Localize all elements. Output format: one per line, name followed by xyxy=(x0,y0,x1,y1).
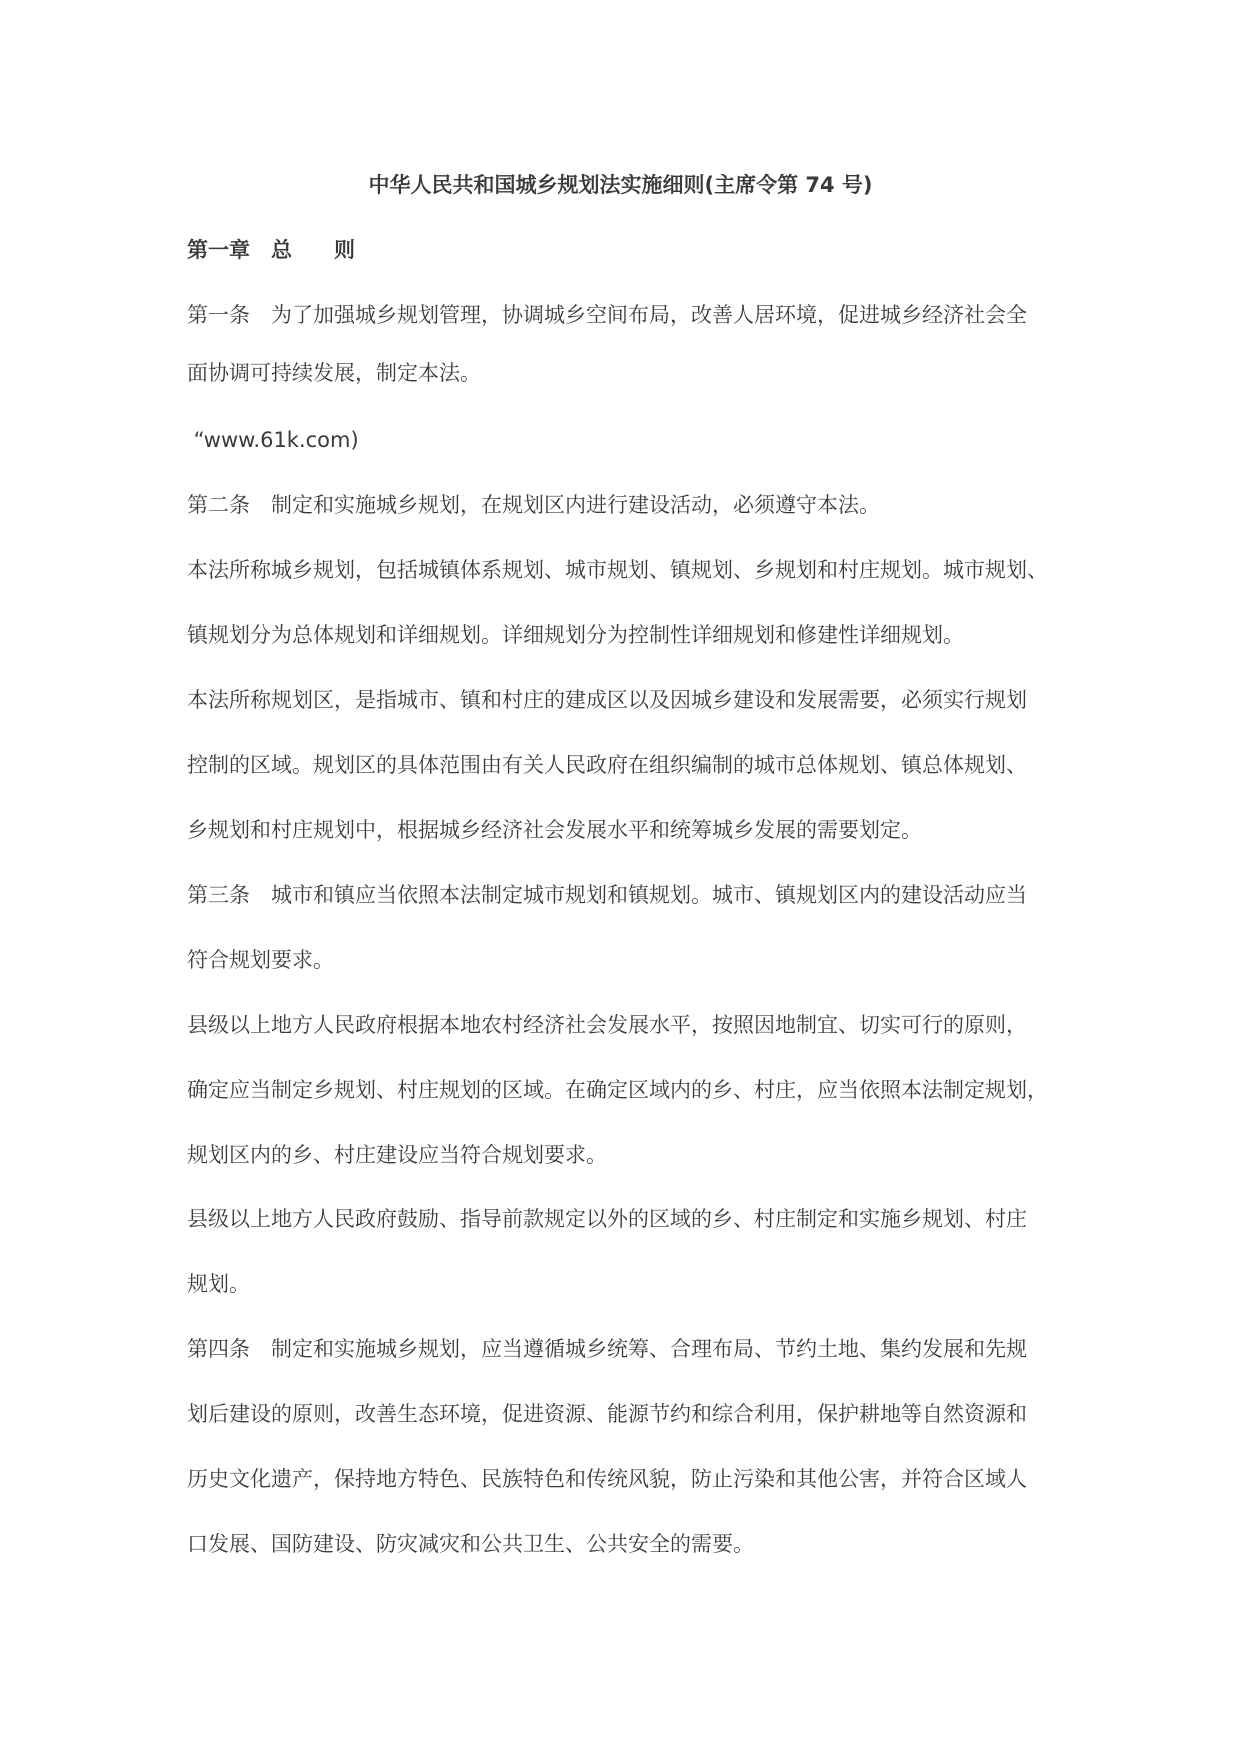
paragraph-line: 本法所称规划区，是指城市、镇和村庄的建成区以及因城乡建设和发展需要，必须实行规划 xyxy=(187,688,1027,712)
paragraph-line: 规划。 xyxy=(187,1272,250,1296)
paragraph-line: 第三条 城市和镇应当依照本法制定城市规划和镇规划。城市、镇规划区内的建设活动应当 xyxy=(187,883,1027,907)
paragraph-line: 本法所称城乡规划，包括城镇体系规划、城市规划、镇规划、乡规划和村庄规划。城市规划、 xyxy=(187,558,1048,582)
paragraph-line: 县级以上地方人民政府根据本地农村经济社会发展水平，按照因地制宜、切实可行的原则， xyxy=(187,1013,1027,1037)
paragraph-line: 符合规划要求。 xyxy=(187,948,334,972)
paragraph-line: 控制的区域。规划区的具体范围由有关人民政府在组织编制的城市总体规划、镇总体规划、 xyxy=(187,753,1027,777)
paragraph-line: 第一条 为了加强城乡规划管理，协调城乡空间布局，改善人居环境，促进城乡经济社会全 xyxy=(187,303,1027,327)
paragraph-line: 第二条 制定和实施城乡规划，在规划区内进行建设活动，必须遵守本法。 xyxy=(187,493,880,517)
paragraph-line: 确定应当制定乡规划、村庄规划的区域。在确定区域内的乡、村庄，应当依照本法制定规划， xyxy=(187,1078,1048,1102)
paragraph-line: 面协调可持续发展，制定本法。 xyxy=(187,361,481,385)
paragraph-line: 第四条 制定和实施城乡规划，应当遵循城乡统筹、合理布局、节约土地、集约发展和先规 xyxy=(187,1337,1027,1361)
document-title: 中华人民共和国城乡规划法实施细则(主席令第 74 号) xyxy=(368,173,873,197)
paragraph-line: 划后建设的原则，改善生态环境，促进资源、能源节约和综合利用，保护耕地等自然资源和 xyxy=(187,1402,1027,1426)
paragraph-line: 口发展、国防建设、防灾减灾和公共卫生、公共安全的需要。 xyxy=(187,1532,754,1556)
paragraph-line: 规划区内的乡、村庄建设应当符合规划要求。 xyxy=(187,1143,607,1167)
paragraph-line: 县级以上地方人民政府鼓励、指导前款规定以外的区域的乡、村庄制定和实施乡规划、村庄 xyxy=(187,1207,1027,1231)
paragraph-line: 历史文化遗产，保持地方特色、民族特色和传统风貌，防止污染和其他公害，并符合区域人 xyxy=(187,1467,1027,1491)
paragraph-line: 乡规划和村庄规划中，根据城乡经济社会发展水平和统筹城乡发展的需要划定。 xyxy=(187,818,922,842)
paragraph-line: “www.61k.com) xyxy=(187,428,359,452)
chapter-heading: 第一章 总 则 xyxy=(187,238,355,262)
paragraph-line: 镇规划分为总体规划和详细规划。详细规划分为控制性详细规划和修建性详细规划。 xyxy=(187,623,964,647)
